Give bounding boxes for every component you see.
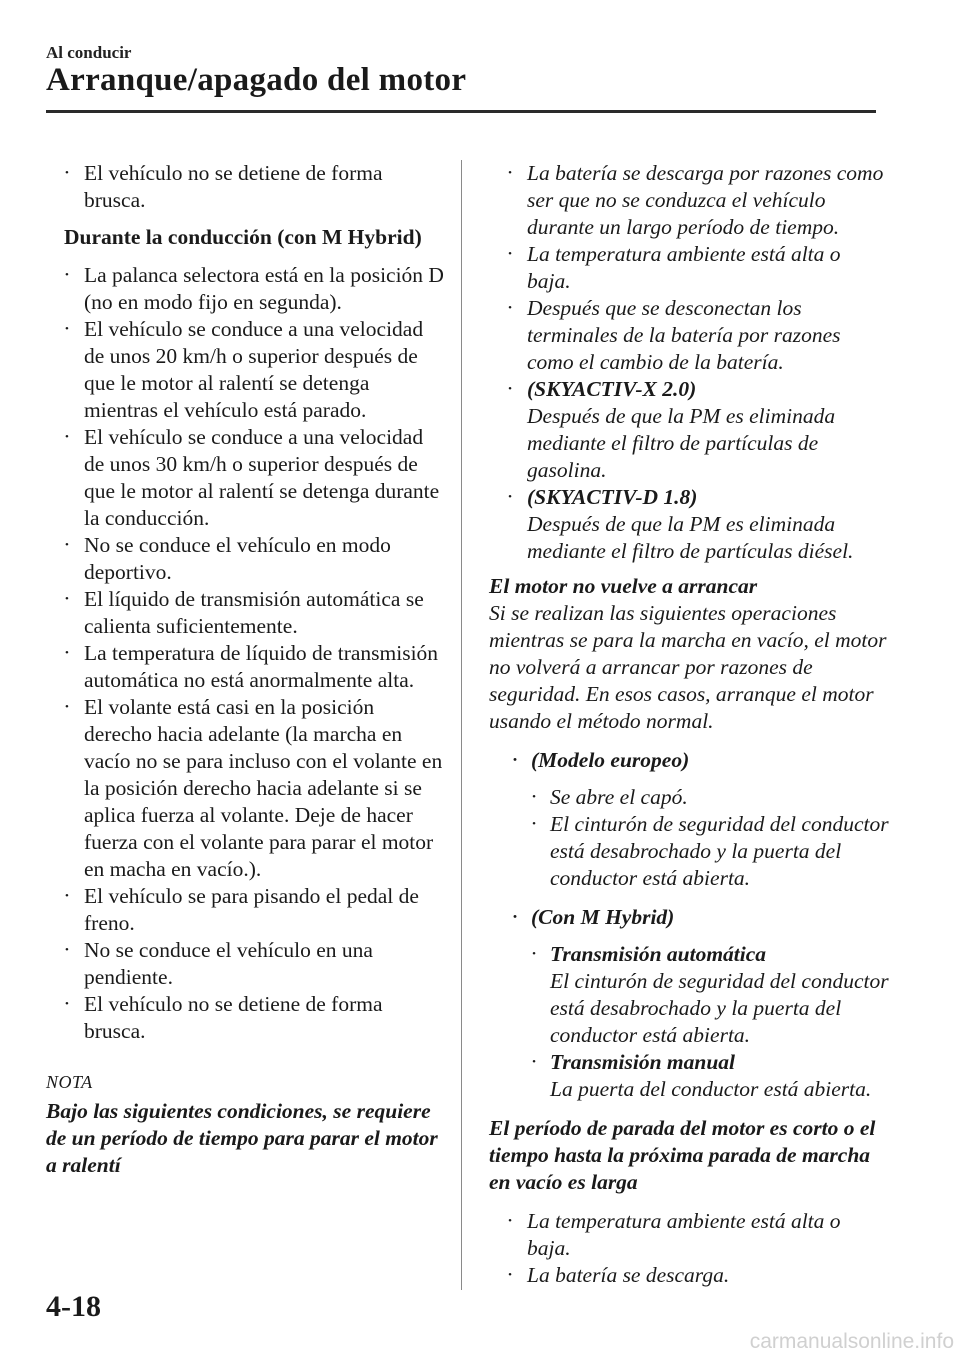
bullet-item: • El vehículo se conduce a una velocidad de unos 30 km/h o superior después de que le motor al ralentí se detenga durante la conducción. bbox=[46, 424, 446, 532]
bullet-item: • El volante está casi en la posición derecho hacia adelante (la marcha en vacío no se para incluso con el volante en la posición derecho hacia adelante si se aplica fuerza al volante. Deje de hacer fuerza con el volante para parar el motor en macha en vacío.). bbox=[46, 694, 446, 883]
note-bullet-text: Después de que la PM es eliminada mediante el filtro de partículas de gasolina. bbox=[527, 404, 836, 482]
bullet-item: • No se conduce el vehículo en una pendiente. bbox=[46, 937, 446, 991]
bullet-item: • El vehículo se conduce a una velocidad de unos 20 km/h o superior después de que le motor al ralentí se detenga mientras el vehículo está parado. bbox=[46, 316, 446, 424]
note-bullet: • Después que se desconectan los terminales de la batería por razones como el cambio de la batería. bbox=[489, 295, 889, 376]
bullet-item: • El vehículo se para pisando el pedal de freno. bbox=[46, 883, 446, 937]
left-column bbox=[46, 160, 446, 1179]
section-label: Al conducir bbox=[46, 43, 132, 62]
note-bullet-text: Después de que la PM es eliminada mediante el filtro de partículas diésel. bbox=[527, 512, 854, 563]
transmission-label: • Transmisión automática bbox=[550, 942, 767, 966]
european-model-label: • (Modelo europeo) bbox=[489, 747, 889, 774]
bullet-item: • La palanca selectora está en la posición D (no en modo fijo en segunda). bbox=[46, 262, 446, 316]
bullet-item: • La temperatura de líquido de transmisión automática no está anormalmente alta. bbox=[46, 640, 446, 694]
engine-variant-label: • (SKYACTIV-X 2.0) bbox=[527, 377, 697, 401]
condition-bullet: • El cinturón de seguridad del conductor está desabrochado y la puerta del conductor está abierta. bbox=[489, 811, 889, 892]
note-text: Bajo las siguientes condiciones, se requiere de un período de tiempo para parar el motor a ralentí bbox=[46, 1099, 438, 1177]
header-divider bbox=[46, 110, 876, 113]
subheading-mhybrid: Durante la conducción (con M Hybrid) bbox=[64, 225, 422, 249]
watermark: carmanualsonline.info bbox=[749, 1330, 954, 1353]
bullet-item: • El líquido de transmisión automática se calienta suficientemente. bbox=[46, 586, 446, 640]
condition-text: La puerta del conductor está abierta. bbox=[550, 1077, 872, 1101]
bullet-item: • El vehículo no se detiene de forma brusca. bbox=[46, 991, 446, 1045]
note-bullet: • La temperatura ambiente está alta o baja. bbox=[489, 241, 889, 295]
note-label: NOTA bbox=[46, 1072, 93, 1092]
condition-bullet: • Se abre el capó. bbox=[489, 784, 889, 811]
mhybrid-label: • (Con M Hybrid) bbox=[489, 904, 889, 931]
paragraph-no-restart: Si se realizan las siguientes operaciones mientras se para la marcha en vacío, el motor no volverá a arrancar por razones de seguridad. En esos casos, arranque el motor usando el método normal. bbox=[489, 601, 887, 733]
condition-bullet bbox=[489, 941, 889, 1049]
note-bullet bbox=[489, 376, 889, 484]
bullet-item: • No se conduce el vehículo en modo deportivo. bbox=[46, 532, 446, 586]
note-bullet bbox=[489, 484, 889, 565]
condition-bullet: • La batería se descarga. bbox=[489, 1262, 889, 1289]
engine-variant-label: • (SKYACTIV-D 1.8) bbox=[527, 485, 698, 509]
column-divider bbox=[461, 160, 462, 1290]
page-number: 4-18 bbox=[46, 1290, 101, 1323]
condition-bullet: • La temperatura ambiente está alta o baja. bbox=[489, 1208, 889, 1262]
heading-stop-period: El período de parada del motor es corto o el tiempo hasta la próxima parada de marcha en vacío es larga bbox=[489, 1116, 876, 1194]
condition-bullet bbox=[489, 1049, 889, 1103]
right-column bbox=[489, 160, 889, 1289]
bullet-item: • El vehículo no se detiene de forma brusca. bbox=[46, 160, 446, 214]
note-bullet: • La batería se descarga por razones como ser que no se conduzca el vehículo durante un largo período de tiempo. bbox=[489, 160, 889, 241]
page-title: Arranque/apagado del motor bbox=[46, 62, 467, 98]
transmission-label: • Transmisión manual bbox=[550, 1050, 736, 1074]
condition-text: El cinturón de seguridad del conductor está desabrochado y la puerta del conductor está abierta. bbox=[550, 969, 889, 1047]
heading-no-restart: El motor no vuelve a arrancar bbox=[489, 574, 758, 598]
